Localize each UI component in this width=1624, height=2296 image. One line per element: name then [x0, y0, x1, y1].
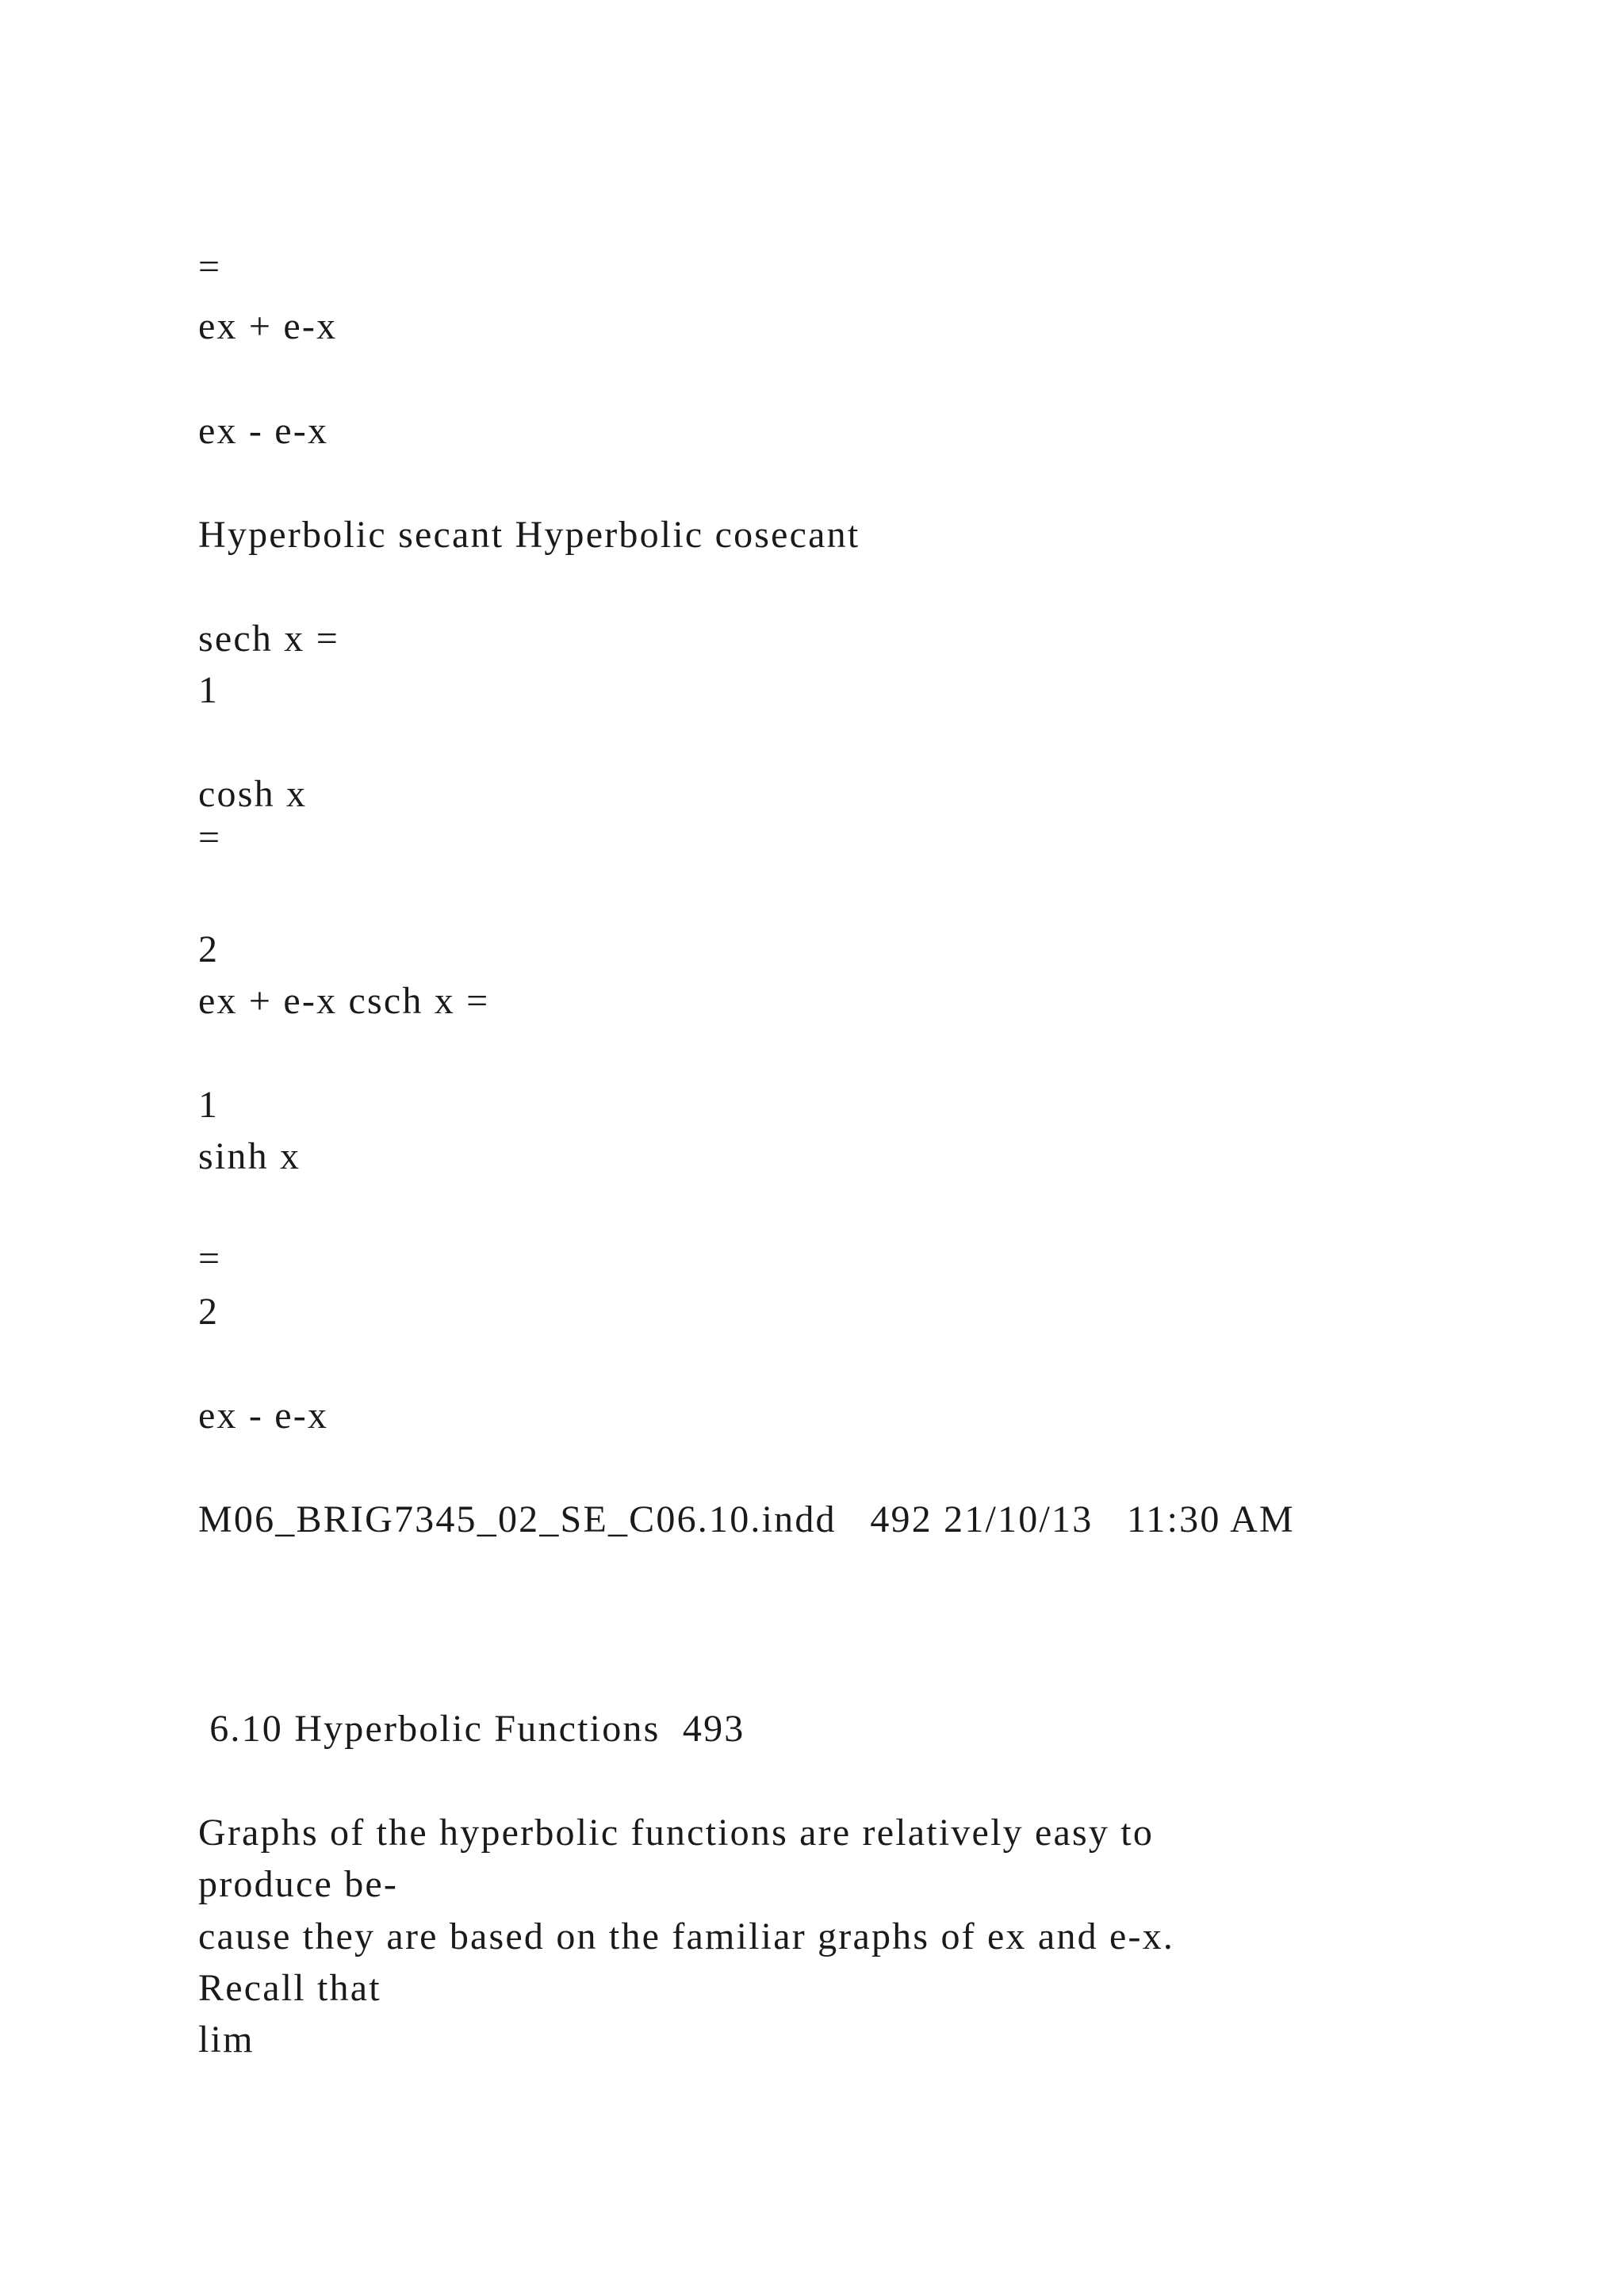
equals-sign: =: [198, 1238, 222, 1280]
body-text-line: cause they are based on the familiar graphs of ex and e-x.: [198, 1915, 1175, 1957]
running-header: 6.10 Hyperbolic Functions 493: [198, 1708, 745, 1750]
formula-text: cosh x: [198, 773, 308, 815]
equals-sign: =: [198, 817, 222, 859]
formula-text: 2: [198, 1291, 220, 1333]
section-heading: Hyperbolic secant Hyperbolic cosecant: [198, 514, 860, 556]
formula-text: 2: [198, 928, 220, 970]
body-text-line: Recall that: [198, 1967, 381, 2009]
formula-text: ex - e-x: [198, 1395, 329, 1437]
body-text-line: lim: [198, 2019, 255, 2061]
formula-text: sech x =: [198, 618, 339, 660]
formula-text: ex - e-x: [198, 410, 329, 452]
body-text-line: Graphs of the hyperbolic functions are relatively easy to: [198, 1812, 1155, 1854]
page-footer: M06_BRIG7345_02_SE_C06.10.indd 492 21/10/13 11:30 AM: [198, 1498, 1295, 1540]
body-text-line: produce be-: [198, 1863, 399, 1905]
equals-sign: =: [198, 246, 222, 288]
formula-text: ex + e-x: [198, 305, 338, 347]
formula-text: 1: [198, 1084, 220, 1126]
formula-text: ex + e-x csch x =: [198, 980, 490, 1022]
formula-text: sinh x: [198, 1135, 301, 1177]
formula-text: 1: [198, 669, 220, 711]
